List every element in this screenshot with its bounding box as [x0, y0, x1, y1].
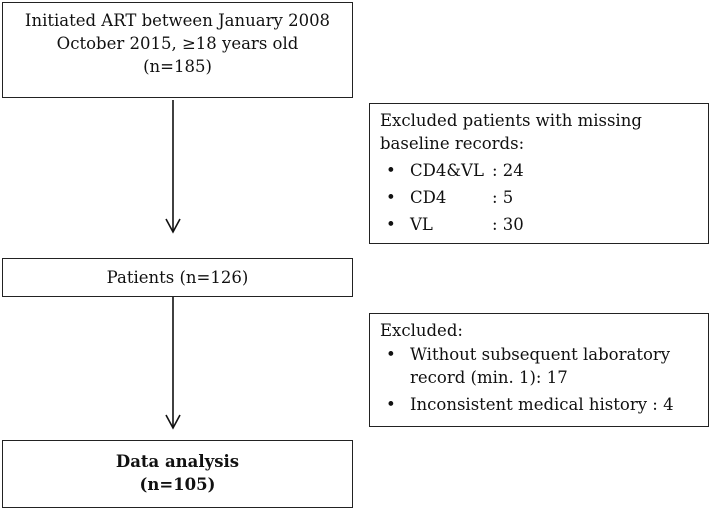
bullet-glyph: •	[386, 345, 396, 364]
exclusion-2-item-line-2: record (min. 1): 17	[410, 368, 568, 387]
exclusion-1-item-value: : 24	[492, 161, 524, 180]
exclusion-2-list	[380, 343, 708, 416]
exclusion-2-title: Excluded:	[380, 321, 463, 340]
patients-box	[2, 258, 353, 297]
exclusion-1-item-value: : 30	[492, 215, 524, 234]
bullet-glyph: •	[386, 215, 396, 234]
exclusion-box-2	[369, 313, 709, 427]
exclusion-1-item-name: VL	[410, 215, 433, 234]
exclusion-2-item	[380, 393, 708, 416]
exclusion-1-list	[380, 159, 708, 236]
data-analysis-box	[2, 440, 353, 508]
start-line-3: (n=185)	[143, 57, 212, 76]
bullet-glyph: •	[386, 161, 396, 180]
exclusion-1-item	[380, 213, 708, 236]
exclusion-2-item-line-1: Inconsistent medical history : 4	[410, 395, 674, 414]
exclusion-1-item	[380, 159, 708, 182]
exclusion-box-1	[369, 103, 709, 244]
exclusion-1-item-name: CD4	[410, 188, 447, 207]
exclusion-2-item-line-1: Without subsequent laboratory	[410, 345, 671, 364]
data-analysis-count: (n=105)	[139, 475, 216, 494]
data-analysis-label: Data analysis	[115, 452, 240, 471]
exclusion-1-title-line-2: baseline records:	[380, 134, 525, 153]
exclusion-1-title-line-1: Excluded patients with missing	[380, 111, 642, 130]
exclusion-1-item	[380, 186, 708, 209]
start-line-2: October 2015, ≥18 years old	[56, 34, 299, 53]
start-line-1: Initiated ART between January 2008	[24, 11, 331, 30]
exclusion-2-item	[380, 343, 708, 389]
exclusion-1-item-name: CD4&VL	[410, 161, 484, 180]
exclusion-1-item-value: : 5	[492, 188, 514, 207]
patients-label: Patients (n=126)	[106, 268, 249, 287]
bullet-glyph: •	[386, 395, 396, 414]
start-box	[2, 2, 353, 98]
bullet-glyph: •	[386, 188, 396, 207]
